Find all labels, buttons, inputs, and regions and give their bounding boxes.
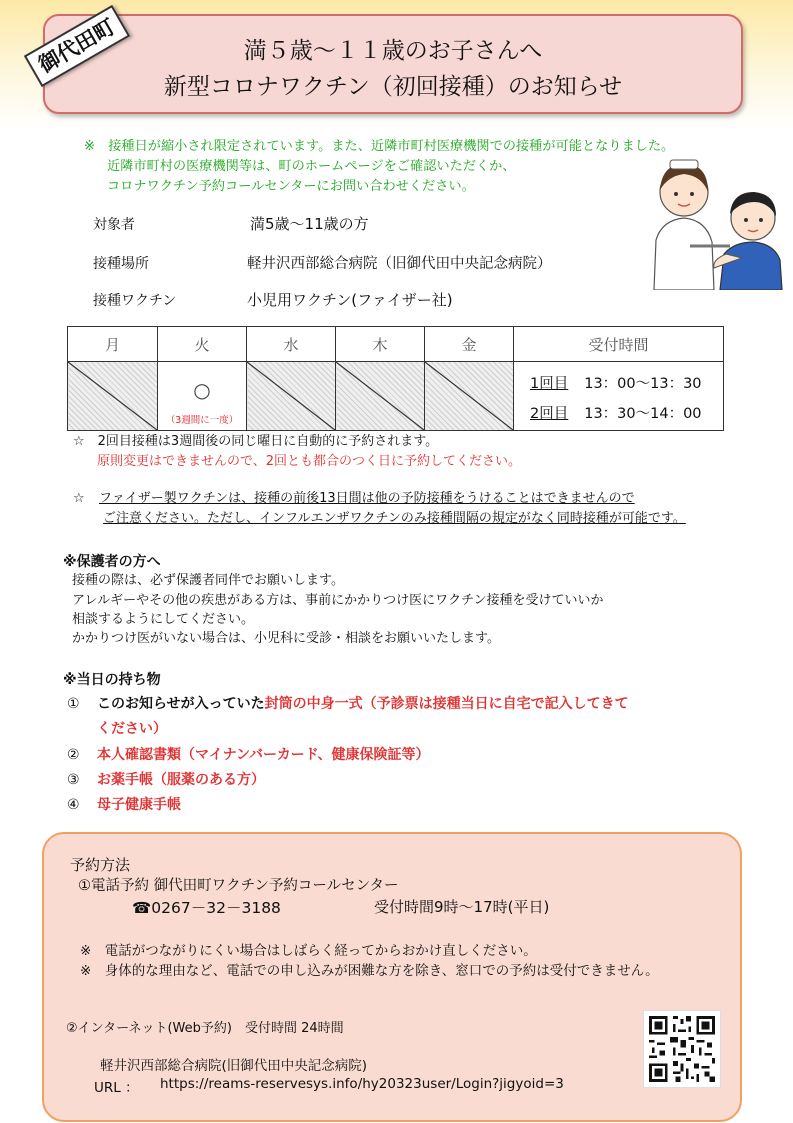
schedule-table (67, 326, 724, 431)
internet-booking-title: ②インターネット(Web予約) 受付時間 24時間 (66, 1021, 344, 1036)
guardians-line-2: アレルギーやその他の疾患がある方は、事前にかかりつけ医にワクチン接種を受けていいか (72, 593, 604, 608)
note-2-star: ☆ (73, 491, 85, 506)
phone-hours: 受付時間9時～17時(平日) (374, 898, 550, 916)
guardians-title: ※保護者の方へ (63, 554, 161, 570)
booking-note-2: ※ 身体的な理由など、電話での申し込みが困難な方を除き、窓口での予約は受付できません。 (80, 963, 659, 979)
url-label: URL ： (94, 1080, 139, 1096)
location-value: 軽井沢西部総合病院（旧御代田中央記念病院） (247, 256, 552, 272)
every-3-weeks-note: （3週間に一度） (165, 415, 239, 426)
first-dose-label: 1回目 (530, 376, 569, 392)
item-1-number: ① (67, 696, 80, 712)
item-1-red-text: 封筒の中身一式（予診票は接種当日に自宅で記入してきて (264, 696, 629, 712)
item-4-number: ④ (67, 797, 80, 813)
phone-booking-title: ①電話予約 御代田町ワクチン予約コールセンター (78, 878, 399, 894)
reception-header: 受付時間 (514, 327, 724, 362)
second-dose-time: 13：30～14：00 (584, 406, 702, 422)
booking-url[interactable]: https://reams-reservesys.info/hy20323user/Login?jigyoid=3 (160, 1076, 564, 1092)
belonging-item-4 (67, 793, 181, 817)
title-banner (43, 14, 743, 114)
nurse-child-illustration (650, 150, 785, 290)
note-2-line-1: ファイザー製ワクチンは、接種の前後13日間は他の予防接種をうけることはできませんので (99, 491, 635, 506)
guardians-line-3: 相談するようにしてください。 (72, 612, 255, 627)
qr-code[interactable] (643, 1010, 721, 1088)
schedule-header-row (68, 327, 724, 362)
guardians-line-1: 接種の際は、必ず保護者同伴でお願いします。 (72, 573, 344, 588)
belonging-item-1 (67, 692, 629, 716)
belonging-item-3 (67, 768, 265, 792)
item-2-number: ② (67, 747, 80, 763)
booking-box (42, 832, 742, 1122)
cell-reception-times (514, 362, 724, 431)
schedule-body-row (68, 362, 724, 431)
notice-line-2: 近隣市町村の医療機関等は、町のホームページをご確認いただくか、 (107, 159, 516, 174)
item-1-red-continuation: ください） (97, 721, 167, 737)
reception-first (530, 372, 702, 393)
note-2-line-2: ご注意ください。ただし、インフルエンザワクチンのみ接種間隔の規定がなく同時接種が可能です。 (103, 511, 686, 526)
item-3-number: ③ (67, 772, 80, 788)
note-1-line-1: ☆ 2回目接種は3週間後の同じ曜日に自動的に予約されます。 (73, 434, 439, 449)
vaccine-label: 接種ワクチン (93, 293, 177, 309)
vaccine-value: 小児用ワクチン(ファイザー社) (247, 291, 453, 309)
item-3-red-text: お薬手帳（服薬のある方） (97, 772, 265, 788)
cell-tuesday-open (158, 362, 247, 431)
target-value: 満5歳～11歳の方 (250, 215, 369, 233)
cell-wednesday-closed (247, 362, 336, 431)
phone-number: ☎0267－32－3188 (132, 899, 281, 917)
cell-monday-closed (68, 362, 158, 431)
reception-second (530, 402, 702, 423)
notice-line-1: ※ 接種日が縮小され限定されています。また、近隣市町村医療機関での接種が可能となりました。 (84, 139, 675, 154)
first-dose-time: 13：00～13：30 (584, 376, 702, 392)
item-4-red-text: 母子健康手帳 (97, 797, 181, 813)
title-line-2: 新型コロナワクチン（初回接種）のお知らせ (163, 74, 623, 100)
cell-thursday-closed (336, 362, 425, 431)
belongings-title: ※当日の持ち物 (63, 672, 161, 688)
day-monday: 月 (68, 327, 158, 362)
belonging-item-2 (67, 743, 430, 767)
day-tuesday: 火 (158, 327, 247, 362)
title-line-1: 満５歳～１１歳のお子さんへ (243, 38, 543, 64)
day-wednesday: 水 (247, 327, 336, 362)
target-label: 対象者 (93, 217, 135, 233)
note-1-line-2: 原則変更はできませんので、2回とも都合のつく日に予約してください。 (97, 454, 522, 469)
booking-title: 予約方法 (70, 856, 131, 874)
item-2-red-text: 本人確認書類（マイナンバーカード、健康保険証等） (97, 747, 430, 763)
item-1-black-text: このお知らせが入っていた (97, 696, 265, 712)
day-thursday: 木 (336, 327, 425, 362)
location-label: 接種場所 (93, 256, 149, 272)
second-dose-label: 2回目 (530, 406, 569, 422)
available-mark: ○ (193, 378, 211, 402)
hospital-name: 軽井沢西部総合病院(旧御代田中央記念病院) (100, 1058, 368, 1074)
day-friday: 金 (425, 327, 514, 362)
notice-line-3: コロナワクチン予約コールセンターにお問い合わせください。 (107, 179, 475, 194)
town-badge: 御代田町 (24, 5, 130, 87)
guardians-line-4: かかりつけ医がいない場合は、小児科に受診・相談をお願いいたします。 (72, 631, 500, 646)
cell-friday-closed (425, 362, 514, 431)
booking-note-1: ※ 電話がつながりにくい場合はしばらく経ってからおかけ直しください。 (80, 943, 537, 959)
